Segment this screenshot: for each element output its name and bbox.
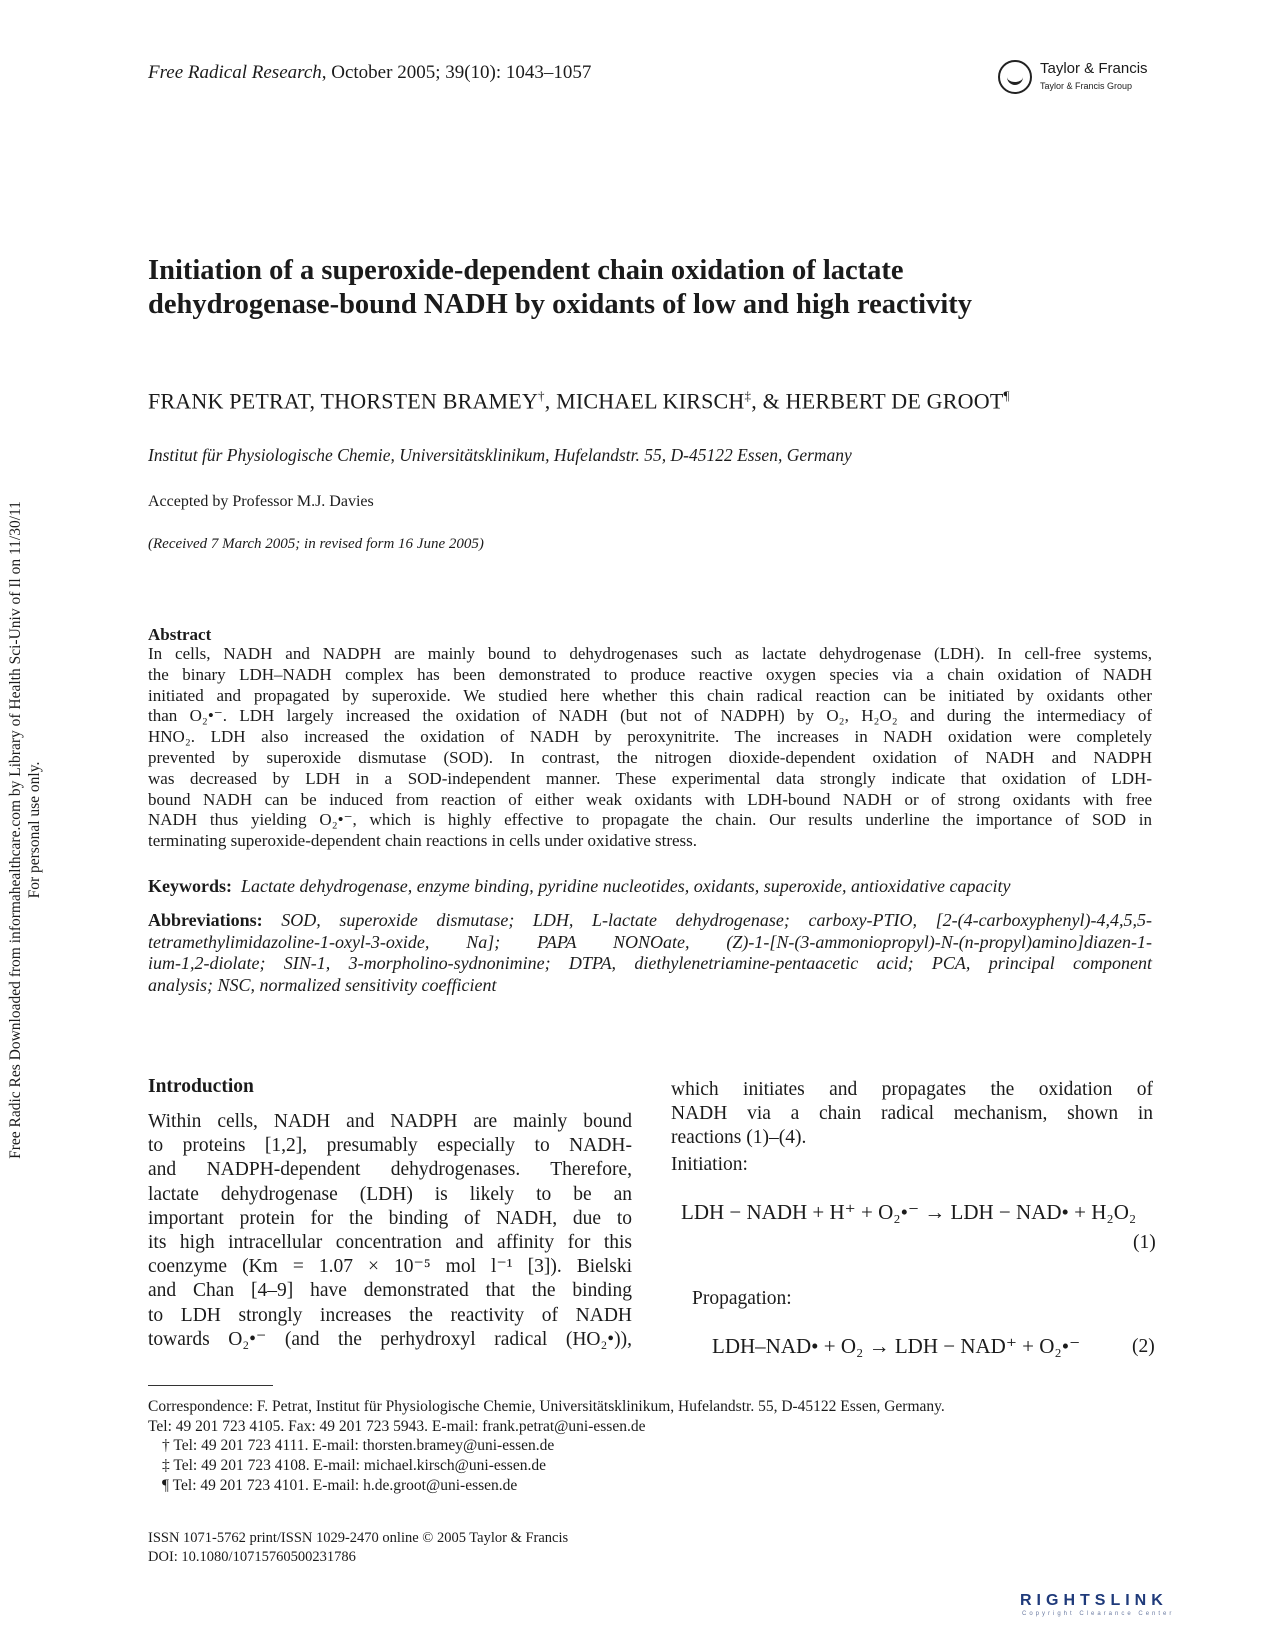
body-line: to proteins [1,2], presumably especially to NADH- xyxy=(148,1135,632,1157)
keywords-label: Keywords: xyxy=(148,876,232,896)
footnote-divider xyxy=(148,1385,273,1386)
body-line: its high intracellular concentration and affinity for this xyxy=(148,1232,632,1254)
author-mark: ¶ xyxy=(1003,388,1010,403)
introduction-right-column xyxy=(671,1078,1153,1151)
body-line: and Chan [4–9] have demonstrated that the binding xyxy=(148,1280,632,1302)
author-mark: ‡ xyxy=(744,388,752,403)
publisher-name: Taylor & Francis xyxy=(1040,60,1148,77)
abstract-line: NADH thus yielding O₂•⁻, which is highly effective to propagate the chain. Our results underline the importance of SOD in xyxy=(148,810,1152,830)
abbreviations-line: analysis; NSC, normalized sensitivity coefficient xyxy=(148,974,497,995)
journal-issue: , October 2005; 39(10): 1043–1057 xyxy=(321,62,592,83)
doi: DOI: 10.1080/10715760500231786 xyxy=(148,1549,356,1565)
abbreviations-line: tetramethylimidazoline-1-oxyl-3-oxide, Na]; PAPA NONOate, (Z)-1-[N-(3-ammoniopropyl)-N-(n-propyl)amino]diazen-1- xyxy=(148,931,1152,952)
abbreviations xyxy=(148,910,1152,996)
body-line: towards O₂•⁻ (and the perhydroxyl radical (HO₂•)), xyxy=(148,1328,632,1350)
footnote-degroot: ¶ Tel: 49 201 723 4101. E-mail: h.de.groot@uni-essen.de xyxy=(162,1477,518,1494)
equation-1: LDH − NADH + H⁺ + O₂•⁻ → LDH − NAD• + H₂O₂ xyxy=(681,1200,1137,1224)
publisher-logo xyxy=(998,58,1158,98)
equation-2-number: (2) xyxy=(1132,1336,1155,1357)
rightslink-tagline: Copyright Clearance Center xyxy=(1022,1611,1175,1617)
introduction-heading: Introduction xyxy=(148,1076,254,1097)
affiliation: Institut für Physiologische Chemie, Universitätsklinikum, Hufelandstr. 55, D-45122 Essen, Germany xyxy=(148,445,852,465)
abbreviations-text: SOD, superoxide dismutase; LDH, L-lactate dehydrogenase; carboxy-PTIO, [2-(4-carboxyphenyl)-4,4,5,5- xyxy=(281,910,1152,930)
download-stamp-line: For personal use only. xyxy=(26,761,43,899)
body-line: and NADPH-dependent dehydrogenases. Therefore, xyxy=(148,1159,632,1181)
abstract-line: HNO₂. LDH also increased the oxidation of NADH by peroxynitrite. The increases in NADH oxidation were completely xyxy=(148,727,1152,747)
correspondence xyxy=(148,1397,945,1436)
journal-name: Free Radical Research xyxy=(148,62,322,83)
abstract-line: prevented by superoxide dismutase (SOD). In contrast, the nitrogen dioxide-dependent oxidation of NADH and NADPH xyxy=(148,747,1152,767)
received-dates: (Received 7 March 2005; in revised form 16 June 2005) xyxy=(148,536,484,552)
body-line: coenzyme (Km = 1.07 × 10⁻⁵ mol l⁻¹ [3]). Bielski xyxy=(148,1256,632,1278)
body-line: NADH via a chain radical mechanism, shown in xyxy=(671,1103,1153,1125)
body-line: reactions (1)–(4). xyxy=(671,1127,807,1149)
journal-citation xyxy=(148,62,591,84)
equation-2: LDH–NAD• + O₂ → LDH − NAD⁺ + O₂•⁻ xyxy=(712,1334,1081,1358)
abbreviations-line-1 xyxy=(148,910,1152,932)
publisher-group: Taylor & Francis Group xyxy=(1040,81,1133,91)
issn: ISSN 1071-5762 print/ISSN 1029-2470 online © 2005 Taylor & Francis xyxy=(148,1530,569,1546)
rightslink-logo[interactable]: RIGHTSLINK xyxy=(1020,1592,1168,1609)
accepted-by: Accepted by Professor M.J. Davies xyxy=(148,493,374,510)
title-line: Initiation of a superoxide-dependent chain oxidation of lactate xyxy=(148,255,904,286)
correspondence-line: Tel: 49 201 723 4105. Fax: 49 201 723 5943. E-mail: frank.petrat@uni-essen.de xyxy=(148,1417,646,1435)
abbreviations-label: Abbreviations: xyxy=(148,910,263,930)
body-line: to LDH strongly increases the reactivity of NADH xyxy=(148,1304,632,1326)
title-line: dehydrogenase-bound NADH by oxidants of low and high reactivity xyxy=(148,289,972,320)
author-names: FRANK PETRAT, THORSTEN BRAMEY xyxy=(148,388,539,414)
lamp-logo-icon xyxy=(998,60,1032,94)
abstract-line: bound NADH can be induced from reaction of either weak oxidants with LDH-bound NADH or of strong oxidants with free xyxy=(148,789,1152,809)
author-names: , & HERBERT DE GROOT xyxy=(751,388,1004,414)
abbreviations-line: ium-1,2-diolate; SIN-1, 3-morpholino-sydnonimine; DTPA, diethylenetriamine-pentaacetic acid; PCA, principal component xyxy=(148,953,1152,973)
equation-1-number: (1) xyxy=(1133,1232,1156,1253)
body-line: Within cells, NADH and NADPH are mainly bound xyxy=(148,1111,632,1132)
body-line: important protein for the binding of NADH, due to xyxy=(148,1207,632,1229)
abstract-heading: Abstract xyxy=(148,625,212,644)
download-stamp-line: Free Radic Res Downloaded from informahealthcare.com by Library of Health Sci-Univ of Il on 11/30/11 xyxy=(7,501,24,1159)
author-mark: † xyxy=(538,388,545,403)
abstract-line: In cells, NADH and NADPH are mainly bound to dehydrogenases such as lactate dehydrogenase (LDH). In cell-free systems, xyxy=(148,644,1152,663)
download-stamp xyxy=(6,480,44,1180)
abstract-line: was decreased by LDH in a SOD-independent manner. These experimental data strongly indicate that oxidation of LDH- xyxy=(148,768,1152,788)
initiation-label: Initiation: xyxy=(671,1154,748,1175)
keywords xyxy=(148,876,1152,897)
abstract-line: terminating superoxide-dependent chain reactions in cells under oxidative stress. xyxy=(148,831,698,851)
correspondence-line: Correspondence: F. Petrat, Institut für Physiologische Chemie, Universitätsklinikum, Hufelandstr. 55, D-45122 Essen, Germany. xyxy=(148,1398,945,1415)
author-names: , MICHAEL KIRSCH xyxy=(544,388,745,414)
keywords-text: Lactate dehydrogenase, enzyme binding, pyridine nucleotides, oxidants, superoxide, antioxidative capacity xyxy=(241,876,1011,896)
body-line: which initiates and propagates the oxidation of xyxy=(671,1079,1153,1100)
footnote-kirsch: ‡ Tel: 49 201 723 4108. E-mail: michael.kirsch@uni-essen.de xyxy=(162,1457,546,1474)
body-line: lactate dehydrogenase (LDH) is likely to be an xyxy=(148,1183,632,1205)
article-title xyxy=(148,254,1148,322)
propagation-label: Propagation: xyxy=(692,1288,792,1309)
introduction-left-column xyxy=(148,1110,632,1352)
author-list xyxy=(148,388,1010,414)
abstract-line: initiated and propagated by superoxide. We studied here whether this chain radical reaction can be initiated by oxidants other xyxy=(148,685,1152,705)
footnote-bramey: † Tel: 49 201 723 4111. E-mail: thorsten.bramey@uni-essen.de xyxy=(162,1437,555,1454)
abstract-body xyxy=(148,644,1152,852)
abstract-line: than O₂•⁻. LDH largely increased the oxidation of NADH (but not of NADPH) by O₂, H₂O₂ and during the intermediacy of xyxy=(148,706,1152,726)
abstract-line: the binary LDH–NADH complex has been demonstrated to produce reactive oxygen species via a chain oxidation of NADH xyxy=(148,664,1152,684)
